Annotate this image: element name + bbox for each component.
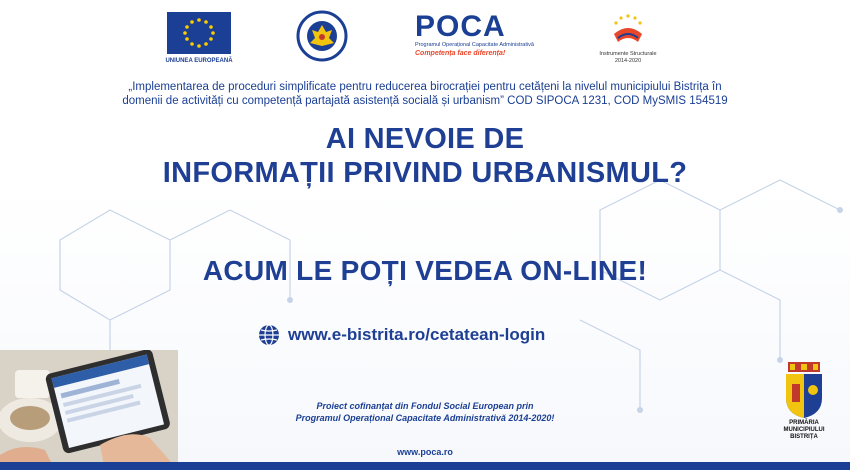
- website-link[interactable]: www.e-bistrita.ro/cetatean-login: [288, 325, 546, 344]
- poca-wordmark: POCA: [415, 10, 506, 43]
- bistrita-coat-of-arms-icon: [780, 362, 828, 420]
- crest-caption: [760, 420, 848, 441]
- eu-flag-icon: [167, 12, 231, 54]
- website-link-row[interactable]: [258, 322, 545, 348]
- partner-logos: [0, 8, 850, 76]
- funding-note: [250, 400, 600, 424]
- is-caption-line1: Instrumente Structurale: [599, 51, 657, 57]
- bottom-bar: [0, 462, 850, 470]
- description-line1: „Implementarea de proceduri simplificate pentru reducerea birocrației pentru cetățeni la nivelul municipiului Bistrița în: [128, 81, 722, 93]
- poca-tagline: Competența face diferența!: [415, 50, 506, 57]
- funding-note-line2: Programul Operațional Capacitate Administrativă 2014-2020!: [295, 413, 555, 423]
- romanian-government-seal: [296, 10, 348, 62]
- project-description: [40, 80, 810, 108]
- subline: ACUM LE POȚI VEDEA ON-LINE!: [202, 255, 648, 286]
- headline: [0, 122, 850, 190]
- tablet-photo: [0, 350, 178, 470]
- eu-caption: UNIUNEA EUROPEANĂ: [165, 58, 233, 64]
- is-caption-line2: 2014-2020: [614, 58, 642, 64]
- funding-note-line1: Proiect cofinanțat din Fondul Social European prin: [316, 401, 534, 411]
- crest-caption-line1: PRIMĂRIA: [789, 420, 819, 426]
- crest-caption-line2: MUNICIPIULUI: [783, 427, 825, 433]
- structural-instruments-icon: [608, 12, 648, 46]
- crest-caption-line3: BISTRIȚA: [790, 434, 818, 440]
- headline-line2: INFORMAȚII PRIVIND URBANISMUL?: [162, 157, 688, 189]
- poca-logo: [415, 12, 540, 64]
- globe-icon: [258, 324, 280, 346]
- poca-subtitle: Programul Operațional Capacitate Administrativă: [415, 42, 534, 48]
- poca-url[interactable]: www.poca.ro: [397, 447, 453, 457]
- structural-instruments-logo: [597, 12, 659, 68]
- description-line2: domenii de activități cu competență partajată asistență socială și urbanism” COD SIPOCA 1231, COD MySMIS 154519: [122, 95, 728, 107]
- headline-line1: AI NEVOIE DE: [325, 123, 525, 155]
